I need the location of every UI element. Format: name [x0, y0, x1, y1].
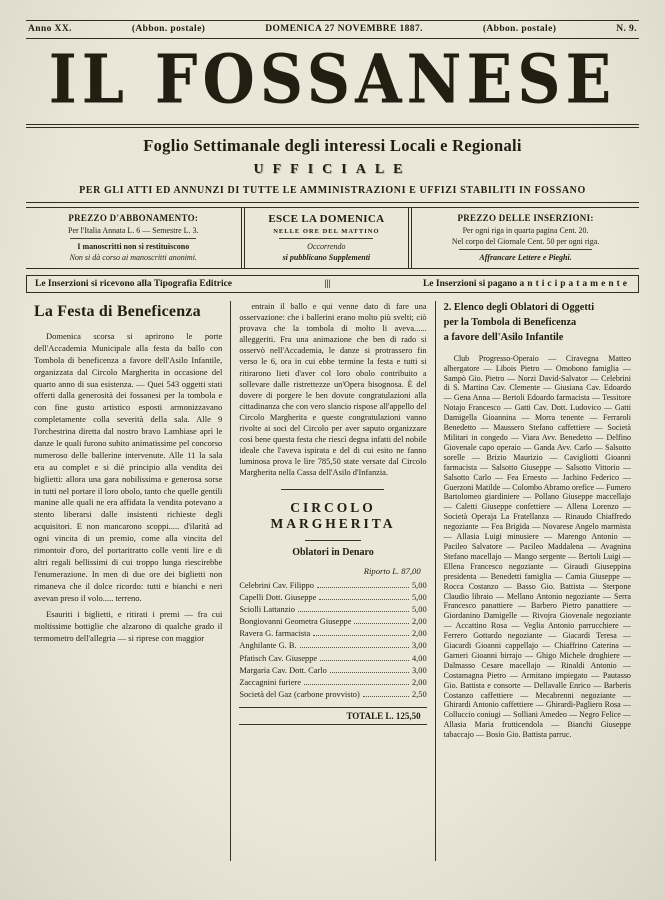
donor-row: [239, 628, 426, 640]
manuscripts-note: I manoscritti non si restituiscono: [77, 242, 190, 251]
donor-name: Società del Gaz (carbone provvisto): [239, 690, 360, 700]
supplement-note-1: Occorrendo: [307, 242, 346, 251]
issue-year: Anno XX.: [28, 24, 72, 34]
donor-amount: 4,00: [411, 653, 427, 663]
donor-name: Sciolli Lattanzio: [239, 604, 295, 614]
insertion-title: PREZZO DELLE INSERZIONI:: [457, 213, 594, 223]
donor-amount: 2,00: [411, 629, 427, 639]
subscription-title: PREZZO D'ABBONAMENTO:: [68, 213, 199, 223]
donor-amount: 2,00: [411, 617, 427, 627]
dot-leader: [363, 696, 409, 697]
notice-right: [423, 279, 630, 289]
donor-row: [239, 592, 426, 604]
donor-row: [239, 640, 426, 652]
anonymous-note: Non si dà corso ai manoscritti anonimi.: [69, 253, 197, 262]
cell-divider: [70, 238, 196, 239]
postal-note-left: (Abbon. postale): [131, 24, 206, 34]
donor-row: [239, 665, 426, 677]
oblatori-denaro-subheading: Oblatori in Denaro: [292, 546, 374, 558]
donor-row: [239, 580, 426, 592]
donor-amount: 3,00: [411, 641, 427, 651]
dot-leader: [354, 623, 409, 624]
masthead: [26, 39, 639, 118]
oblatori-heading-line2: per la Tombola di Beneficenza: [443, 316, 577, 328]
triple-bar-divider: |||: [324, 279, 331, 289]
donor-name: Bongiovanni Geometra Giuseppe: [239, 617, 352, 627]
newspaper-subtitle: Foglio Settimanale degli interessi Locali e Regionali: [143, 136, 522, 155]
subheading-rule: [305, 540, 361, 541]
publication-day-title: ESCE LA DOMENICA: [268, 213, 385, 225]
donor-row: [239, 689, 426, 701]
column-1: [26, 301, 230, 861]
insertion-line2: Nel corpo del Giornale Cent. 50 per ogni riga.: [451, 237, 600, 246]
donor-name: Anghilante G. B.: [239, 641, 297, 651]
donor-name: Margaria Cav. Dott. Carlo: [239, 665, 327, 675]
section-divider-rule: [281, 489, 384, 490]
issue-date: DOMENICA 27 NOVEMBRE 1887.: [265, 24, 423, 34]
oblatori-oggetti-heading: [444, 301, 631, 346]
oblatori-list: Club Progresso-Operaio — Ciravegna Matteo albergatore — Libois Pietro — Omobono famiglia — Sampò Gio. Pietro — Norzi David-Salvator — Celebrini di S. Martino Cav. Clemente — Giusiana Cav. Edoardo — Gena Anna — Bertoli Edoardo farmacista — Tessitore Notajo Francesco — Gatti Cav. Dott. Ludovico — Gatti Damigella Gioannina — Morra tenente — Ferraroli Benedetto — Maussero Stefano caffettiere — Società Militari in congedo — Viara Avv. Benedetto — Delfino Giovenale capo operaio — Ganda Avv. Carlo — Salsotto sorelle — Brizio Maurizio — Cavigliotti Gioanni farmacista — Salsotto Giuseppe — Salsotto Vittorio — Salsotto Carlo — Fea Ernesto — Jachino Federico — Guerzoni Matilde — Colombo Abramo orefice — Fumero Bartolomeo giardiniere — Pollano Giuseppe maccellajo — Caletti Giuseppe confettiere — Allena Lorenzo — Società Operaja La Fratellanza — Rinaudo Chiaffredo negoziante — Fea Brigida — Novarese Angelo marmista — Allasia Luigi minusiere — Marengo Antonio — Pacileo Salvatore — Pacileo Maddalena — Avagnina Stefano macellajo — Mango sergente — Bertoli Luigi — Ellena Francesco negoziante — Giraudi Giuseppina presidenta — Benedetti famiglia — Camia Giuseppe — Rocca Costanzo — Basso Gio. Battista — Sterpone Claudio libraio — Mellano Antonio negoziante — Serra Francesco panattiere — Barbero Pietro panattiere — Giordanino Damigelle — Rivojra Giovenale negoziante — Accattino Rosa — Veglia Antonio parrucchiere — Ferrero Gottardo negoziante — Giacardi Teresa — Giacardi Gioanni cappellajo — Chiaffrino Caterina — Garneri Gioanni birrajo — Ghigo Michele droghiere — Dalmasso Cesare macellajo — Rinaldi Antonio — Costamagna Pietro — Armitano impiegato — Pautasso Gio. Battista e consorte — Dellavalle Enrico — Barberis Costanzo caffettiere — Mecabrenni negoziante — Ghirardi Antonio caffettiere — Ghirardi-Pagliero Rosa — Colluccio coniugi — Solliani Amedeo — Negro Felice — Allasia Maria frutticendola — Bianchi Giuseppe tabaccajo — Bosio Gio. Battista parruc.: [443, 353, 631, 740]
donor-amount: 5,00: [411, 592, 427, 602]
issue-info-bar: [26, 20, 639, 39]
dot-leader: [319, 599, 409, 600]
riporto-line: Riporto L. 87,00: [363, 565, 421, 576]
insertion-price-cell: [412, 208, 639, 268]
supplement-note-2: si pubblicano Supplementi: [282, 253, 371, 262]
column-3: [435, 301, 639, 861]
issue-number: N. 9.: [616, 24, 637, 34]
postage-note: Affrancare Lettere e Pieghi.: [479, 253, 572, 262]
donor-amount: 3,00: [411, 665, 427, 675]
totale-line: TOTALE L. 125,50: [239, 707, 426, 725]
insertion-notice-bar: [26, 275, 639, 293]
donor-amount: 2,50: [411, 690, 427, 700]
donor-row: [239, 616, 426, 628]
article-paragraph: Domenica scorsa si aprirono le porte dell'Accademia Municipale alla festa da ballo con Tombola di beneficenza a favore dell'Asilo Infantile, organizzata dal Circolo Margherita in occasione del quarto anno di sua esistenza. — Quei 543 oggetti stati offerti dalla generosità dei fossanesi per la tombola e con fine gusto artistico esposti armonizzavano completamente colla severità della sala. Alle 9 l'orchestrina diretta dal nostro bravo Lambiase aprì le danze le quali furono subito animatissime pel concorso numeroso delle ballerine intervenute. Alle 11 la sala era au complet e si diè principio alla vendita dei biglietti: allora una gara nobilissima e generosa sorse in tutti nel portare il loro obolo, tanto che quelle gentili manine alle quali ne era affidata la vendita potevano a stento liberarsi dalle insistenti richieste degli acquisitori. E non mancarono scoppi..... d'ilarità ad ogni vincita di un premio, come alla vincita del rimontoir d'oro, del portaritratto colle venti lire e di altri regali bellissimi di cui troppo lunga riescirebbe l'enumerazione. In men di due ore dei biglietti non rimaneva che il dolce ricordo: tutti e bianchi e neri avevan preso il volo..... terreno.: [34, 331, 223, 603]
dot-leader: [330, 672, 409, 673]
donor-amount: 5,00: [411, 580, 427, 590]
publication-time: NELLE ORE DEL MATTINO: [273, 228, 380, 235]
masthead-rule: [26, 124, 639, 128]
notice-right-emphasis: anticipatamente: [519, 279, 630, 289]
article-paragraph: entrain il ballo e qui venne dato di fare una osservazione: che i ballerini erano molto più svelti; ciò provava che la tombola di molto li aveva...... alleggeriti. Fra una animazione che ben di rado si osservò nell'Accademia, le danze si protrassero fin verso le 6, ora in cui ebbe termine la festa e tutti si ritirarono lieti d'aver col loro obolo contribuito a sollevare dalle ristrettezze un'Opera bisognosa. È del dovere di porgere le ben dovute congratulazioni alla cittadinanza che con vero slancio rispose all'appello del Circolo Margherita e queste congratulazioni vanno rivolte ai soci del Circolo per aver saputo organizzare così bene questa festa che riescì degna infatti del nobile ideale che l'aveva ispirata e del di cui esito ne fanno luminosa prova le lire 785,50 state versate dal Circolo Margherita nella Cassa dell'Asilo d'Infanzia.: [239, 302, 427, 478]
dot-leader: [298, 611, 409, 612]
newspaper-title: IL FOSSANESE: [48, 40, 617, 120]
subscription-price-cell: [26, 208, 241, 268]
donor-row: [239, 604, 426, 616]
tagline-rule: [26, 202, 639, 203]
page-body: [26, 301, 639, 861]
article-paragraph: Esauriti i biglietti, e ritirati i premi — fra cui moltissime bottiglie che alzarono di qualche grado il termometro dell'allegria — si riprese con maggior: [34, 609, 223, 644]
donor-row: [239, 677, 426, 689]
info-box: [26, 207, 639, 269]
publication-day-cell: [241, 208, 413, 268]
newspaper-tagline: PER GLI ATTI ED ANNUNZI DI TUTTE LE AMMINISTRAZIONI E UFFIZI STABILITI IN FOSSANO: [79, 185, 586, 196]
column-2: [230, 301, 434, 861]
insertion-line1: Per ogni riga in quarta pagina Cent. 20.: [462, 226, 589, 235]
oblatori-heading-line1: 2. Elenco degli Oblatori di Oggetti: [443, 302, 595, 313]
dot-leader: [300, 647, 409, 648]
notice-right-prefix: Le Inserzioni si pagano: [422, 279, 520, 289]
dot-leader: [304, 684, 409, 685]
article-title: La Festa di Beneficenza: [34, 303, 201, 320]
donor-row: [239, 653, 426, 665]
donor-name: Capelli Dott. Giuseppe: [239, 592, 317, 602]
postal-note-right: (Abbon. postale): [482, 24, 557, 34]
notice-left: Le Inserzioni si ricevono alla Tipografia Editrice: [35, 279, 233, 289]
donor-amount: 5,00: [411, 604, 427, 614]
donor-name: Pfatisch Cav. Giuseppe: [239, 653, 318, 663]
dot-leader: [313, 635, 409, 636]
donor-name: Zaccagnini furiere: [239, 678, 301, 687]
donor-name: Celebrini Cav. Filippo: [239, 580, 314, 590]
donor-name: Ravera G. farmacista: [239, 629, 311, 639]
ufficiale-banner: UFFICIALE: [253, 162, 412, 177]
subscription-line1: Per l'Italia Annata L. 6 — Semestre L. 3.: [68, 226, 199, 235]
dot-leader: [317, 587, 409, 588]
circolo-margherita-heading: CIRCOLO MARGHERITA: [270, 499, 396, 531]
cell-divider: [279, 238, 373, 239]
donor-amount: 2,00: [411, 678, 427, 687]
dot-leader: [320, 660, 409, 661]
cell-divider: [459, 249, 592, 250]
oblatori-heading-line3: a favore dell'Asilo Infantile: [443, 331, 564, 343]
